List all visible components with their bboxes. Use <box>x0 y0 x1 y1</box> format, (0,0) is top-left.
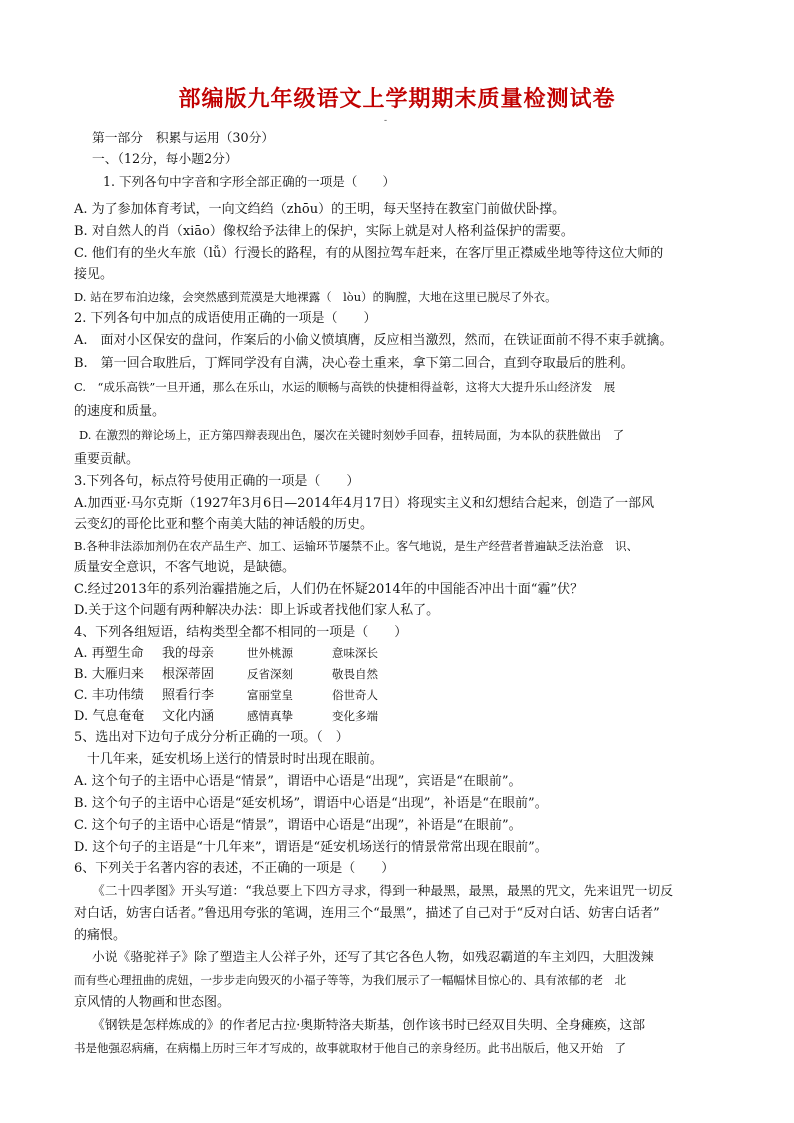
q3-option-a-cont: 云变幻的哥伦比亚和整个南美大陆的神话般的历史。 <box>74 517 374 532</box>
q3-option-c: C.经过2013年的系列治霾措施之后，人们仍在怀疑2014年的中国能否冲出十面“霾”伏？ <box>74 582 584 597</box>
q2-option-d-cont: 重要贡献。 <box>74 452 140 467</box>
q4-cell: 世外桃源 <box>247 646 293 660</box>
q2-option-d: D. 在激烈的辩论场上，正方第四辩表现出色，屡次在关键时刻妙手回春，扭转局面，为本队的获胜做出 了 <box>79 428 625 442</box>
q1-option-a: A. 为了参加体育考试，一向文绉绉（zhōu）的王明，每天坚持在教室门前做伏卧撑。 <box>74 202 566 217</box>
q3-option-b-cont: 质量安全意识，不客气地说，是缺德。 <box>74 560 296 575</box>
q6-para3-cont: 书是他强忍病痛，在病榻上历时三年才写成的，故事就取材于他自己的亲身经历。此书出版后，他又开始 了 <box>74 1041 626 1055</box>
q4-cell: 俗世奇人 <box>332 688 378 702</box>
q4-option-row <box>74 685 754 706</box>
q6-para2: 小说《骆驼祥子》除了塑造主人公祥子外，还写了其它各色人物，如残忍霸道的车主刘四，大胆泼辣 <box>92 950 654 965</box>
q4-cell: D. 气息奄奄 <box>74 709 145 724</box>
q6-para1: 《二十四孝图》开头写道：“我总要上下四方寻求，得到一种最黑，最黑，最黑的咒文，先来诅咒一切反 <box>92 884 673 899</box>
q3-stem: 3.下列各句，标点符号使用正确的一项是（ ） <box>74 474 360 489</box>
q4-cell: B. 大雁归来 <box>74 667 144 682</box>
q6-para1-end: 的痛恨。 <box>74 928 127 943</box>
q1-stem: 1. 下列各句中字音和字形全部正确的一项是（ ） <box>103 174 395 189</box>
q2-stem: 2. 下列各句中加点的成语使用正确的一项是（ ） <box>74 311 377 326</box>
q4-cell: C. 丰功伟绩 <box>74 688 144 703</box>
q3-option-b: B.各种非法添加剂仍在农产品生产、加工、运输环节屡禁不止。客气地说，是生产经营者普遍缺乏法治意 识、 <box>74 539 639 553</box>
q4-cell: 照看行李 <box>162 688 215 703</box>
q4-option-row <box>74 706 754 727</box>
q5-option-c: C. 这个句子的主语中心语是“情景”，谓语中心语是“出现”，补语是“在眼前”。 <box>74 818 522 833</box>
q4-option-row <box>74 664 754 685</box>
exam-title: 部编版九年级语文上学期期末质量检测试卷 <box>178 87 616 112</box>
q4-cell: A. 再塑生命 <box>74 646 144 661</box>
q4-cell: 反省深刻 <box>247 667 293 681</box>
q6-stem: 6、下列关于名著内容的表述，不正确的一项是（ ） <box>74 861 395 876</box>
q2-option-b: B. 第一回合取胜后，丁辉同学没有自满，决心卷土重来，拿下第二回合，直到夺取最后的胜利。 <box>74 356 634 371</box>
q5-sentence: 十几年来，延安机场上送行的情景时时出现在眼前。 <box>87 752 383 767</box>
q5-option-b: B. 这个句子的主语中心语是“延安机场”，谓语中心语是“出现”，补语是“在眼前”。 <box>74 796 548 811</box>
q4-cell: 感情真挚 <box>247 709 293 723</box>
q2-option-a: A. 面对小区保安的盘问，作案后的小偷义愤填膺，反应相当激烈，然而，在铁证面前不得不束手就擒。 <box>74 333 673 348</box>
q1-option-d: D. 站在罗布泊边缘，会突然感到荒漠是大地裸露（ lòu）的胸膛，大地在这里已脱尽了外衣。 <box>74 290 557 304</box>
q4-cell: 我的母亲 <box>162 646 215 661</box>
q5-stem: 5、选出对下边句子成分分析正确的一项。（ ） <box>74 730 349 745</box>
q1-option-c: C. 他们有的坐火车旅（lǚ）行漫长的路程，有的从图拉驾车赶来，在客厅里正襟威坐地等待这位大师的 <box>74 246 664 261</box>
q6-para2-cont: 而有些心理扭曲的虎妞，一步步走向毁灭的小福子等等，为我们展示了一幅幅怵目惊心的、具有浓郁的老 北 <box>74 973 626 987</box>
q1-option-c-cont: 接见。 <box>74 267 114 282</box>
q2-option-c: C. “成乐高铁”一旦开通，那么在乐山，水运的顺畅与高铁的快捷相得益彰，这将大大提升乐山经济发 展 <box>74 380 616 394</box>
q6-para1-cont: 对白话，妨害白话者。”鲁迅用夸张的笔调，连用三个“最黑”，描述了自己对于“反对白话、妨害白话者” <box>74 906 660 921</box>
q4-cell: 意味深长 <box>332 646 378 660</box>
stray-mark: - <box>384 116 388 126</box>
q4-option-row <box>74 643 754 664</box>
q4-cell: 文化内涵 <box>162 709 215 724</box>
q2-option-c-cont: 的速度和质量。 <box>74 404 166 419</box>
q6-para2-end: 京风情的人物画和世态图。 <box>74 995 231 1010</box>
part-heading: 第一部分 积累与运用（30分） <box>92 131 275 146</box>
q3-option-a: A.加西亚·马尔克斯（1927年3月6日—2014年4月17日）将现实主义和幻想结合起来，创造了一部风 <box>74 496 655 511</box>
q5-option-d: D. 这个句子的主语是“十几年来”，谓语是“延安机场送行的情景常常出现在眼前”。 <box>74 840 548 855</box>
section-heading: 一、（12分，每小题2分） <box>92 152 238 167</box>
q4-stem: 4、下列各组短语，结构类型全都不相同的一项是（ ） <box>74 625 408 640</box>
q4-cell: 敬畏自然 <box>332 667 378 681</box>
q4-cell: 根深蒂固 <box>162 667 215 682</box>
q3-option-d: D.关于这个问题有两种解决办法：即上诉或者找他们家人私了。 <box>74 603 440 618</box>
q4-cell: 变化多端 <box>332 709 378 723</box>
q6-para3: 《钢铁是怎样炼成的》的作者尼古拉·奥斯特洛夫斯基，创作该书时已经双目失明、全身瘫痪，这部 <box>92 1018 645 1033</box>
q4-cell: 富丽堂皇 <box>247 688 293 702</box>
q1-option-b: B. 对自然人的肖（xiāo）像权给予法律上的保护，实际上就是对人格利益保护的需要。 <box>74 224 574 239</box>
q5-option-a: A. 这个句子的主语中心语是“情景”，谓语中心语是“出现”，宾语是“在眼前”。 <box>74 774 522 789</box>
